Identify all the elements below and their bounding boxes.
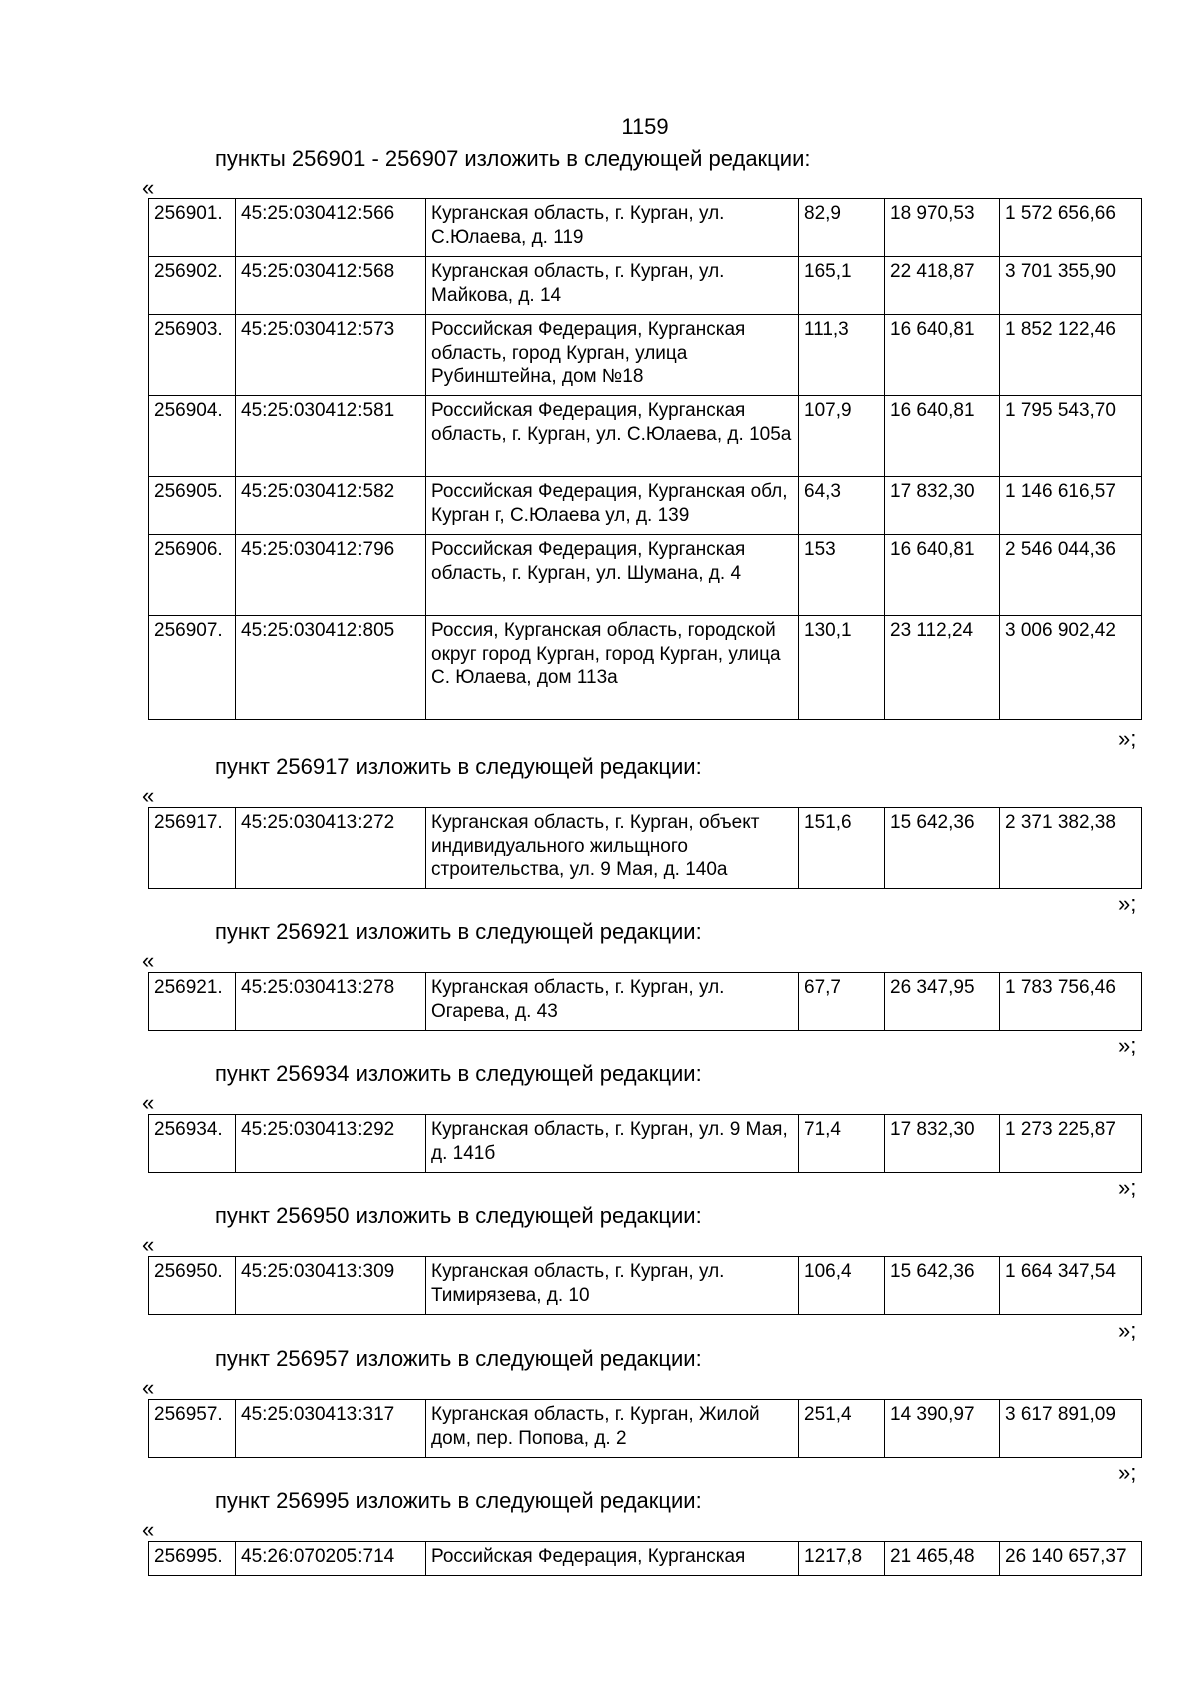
cell-area: 106,4 bbox=[799, 1257, 885, 1315]
cell-total-cost: 26 140 657,37 bbox=[1000, 1542, 1142, 1576]
cell-cadastral: 45:25:030413:292 bbox=[236, 1115, 426, 1173]
cell-cadastral: 45:25:030412:582 bbox=[236, 477, 426, 535]
quote-close: »; bbox=[1118, 1033, 1137, 1058]
section-heading: пункт 256995 изложить в следующей редакции: bbox=[215, 1488, 702, 1513]
section-heading: пункт 256934 изложить в следующей редакции: bbox=[215, 1061, 702, 1086]
cell-total-cost: 2 371 382,38 bbox=[1000, 808, 1142, 889]
cell-cadastral: 45:25:030413:309 bbox=[236, 1257, 426, 1315]
cell-address: Курганская область, г. Курган, ул. Тимирязева, д. 10 bbox=[426, 1257, 799, 1315]
quote-close: »; bbox=[1118, 726, 1137, 751]
cell-unit-cost: 21 465,48 bbox=[885, 1542, 1000, 1576]
cell-number: 256921. bbox=[149, 973, 236, 1031]
cell-number: 256917. bbox=[149, 808, 236, 889]
cell-area: 111,3 bbox=[799, 315, 885, 396]
cell-address: Курганская область, г. Курган, Жилой дом, пер. Попова, д. 2 bbox=[426, 1400, 799, 1458]
cell-total-cost: 2 546 044,36 bbox=[1000, 535, 1142, 616]
table-row bbox=[149, 477, 1142, 535]
section-heading: пункт 256957 изложить в следующей редакции: bbox=[215, 1346, 702, 1371]
cell-area: 71,4 bbox=[799, 1115, 885, 1173]
cell-total-cost: 3 617 891,09 bbox=[1000, 1400, 1142, 1458]
table-row bbox=[149, 396, 1142, 477]
cell-cadastral: 45:25:030413:272 bbox=[236, 808, 426, 889]
cell-unit-cost: 16 640,81 bbox=[885, 535, 1000, 616]
cell-address: Курганская область, г. Курган, ул. 9 Мая, д. 141б bbox=[426, 1115, 799, 1173]
cell-total-cost: 3 701 355,90 bbox=[1000, 257, 1142, 315]
cell-area: 1217,8 bbox=[799, 1542, 885, 1576]
register-table bbox=[148, 198, 1142, 720]
cell-number: 256905. bbox=[149, 477, 236, 535]
cell-number: 256904. bbox=[149, 396, 236, 477]
quote-open: « bbox=[142, 1232, 155, 1257]
cell-unit-cost: 14 390,97 bbox=[885, 1400, 1000, 1458]
table-row bbox=[149, 973, 1142, 1031]
cell-total-cost: 1 146 616,57 bbox=[1000, 477, 1142, 535]
cell-cadastral: 45:25:030412:568 bbox=[236, 257, 426, 315]
register-table bbox=[148, 807, 1142, 889]
cell-cadastral: 45:25:030413:278 bbox=[236, 973, 426, 1031]
table-row bbox=[149, 199, 1142, 257]
table-row bbox=[149, 535, 1142, 616]
cell-total-cost: 1 664 347,54 bbox=[1000, 1257, 1142, 1315]
cell-address: Российская Федерация, Курганская область, город Курган, улица Рубинштейна, дом №18 bbox=[426, 315, 799, 396]
quote-open: « bbox=[142, 175, 155, 200]
cell-address: Российская Федерация, Курганская обл, Курган г, С.Юлаева ул, д. 139 bbox=[426, 477, 799, 535]
register-table bbox=[148, 972, 1142, 1031]
page-number: 1159 bbox=[621, 114, 669, 139]
cell-cadastral: 45:25:030412:566 bbox=[236, 199, 426, 257]
table-row bbox=[149, 1400, 1142, 1458]
cell-unit-cost: 17 832,30 bbox=[885, 1115, 1000, 1173]
table-row bbox=[149, 257, 1142, 315]
cell-unit-cost: 18 970,53 bbox=[885, 199, 1000, 257]
cell-address: Курганская область, г. Курган, ул. Огарева, д. 43 bbox=[426, 973, 799, 1031]
quote-open: « bbox=[142, 1090, 155, 1115]
cell-total-cost: 3 006 902,42 bbox=[1000, 616, 1142, 720]
register-table bbox=[148, 1114, 1142, 1173]
cell-area: 82,9 bbox=[799, 199, 885, 257]
table-row bbox=[149, 808, 1142, 889]
cell-number: 256903. bbox=[149, 315, 236, 396]
section-heading: пункт 256917 изложить в следующей редакции: bbox=[215, 754, 702, 779]
cell-area: 64,3 bbox=[799, 477, 885, 535]
table-row bbox=[149, 616, 1142, 720]
quote-close: »; bbox=[1118, 891, 1137, 916]
cell-cadastral: 45:25:030412:581 bbox=[236, 396, 426, 477]
cell-cadastral: 45:25:030412:805 bbox=[236, 616, 426, 720]
quote-open: « bbox=[142, 948, 155, 973]
cell-cadastral: 45:25:030413:317 bbox=[236, 1400, 426, 1458]
cell-area: 107,9 bbox=[799, 396, 885, 477]
cell-area: 151,6 bbox=[799, 808, 885, 889]
quote-open: « bbox=[142, 1375, 155, 1400]
cell-total-cost: 1 783 756,46 bbox=[1000, 973, 1142, 1031]
cell-address: Российская Федерация, Курганская область, г. Курган, ул. С.Юлаева, д. 105а bbox=[426, 396, 799, 477]
cell-total-cost: 1 852 122,46 bbox=[1000, 315, 1142, 396]
cell-unit-cost: 23 112,24 bbox=[885, 616, 1000, 720]
cell-area: 251,4 bbox=[799, 1400, 885, 1458]
cell-number: 256907. bbox=[149, 616, 236, 720]
cell-number: 256957. bbox=[149, 1400, 236, 1458]
cell-unit-cost: 26 347,95 bbox=[885, 973, 1000, 1031]
cell-unit-cost: 15 642,36 bbox=[885, 1257, 1000, 1315]
quote-open: « bbox=[142, 1517, 155, 1542]
cell-address: Россия, Курганская область, городской округ город Курган, город Курган, улица С. Юлаева, дом 113а bbox=[426, 616, 799, 720]
cell-area: 67,7 bbox=[799, 973, 885, 1031]
section-heading: пункт 256921 изложить в следующей редакции: bbox=[215, 919, 702, 944]
table-row bbox=[149, 1257, 1142, 1315]
cell-total-cost: 1 273 225,87 bbox=[1000, 1115, 1142, 1173]
cell-number: 256901. bbox=[149, 199, 236, 257]
cell-cadastral: 45:25:030412:796 bbox=[236, 535, 426, 616]
section-heading: пункты 256901 - 256907 изложить в следующей редакции: bbox=[215, 146, 811, 171]
section-heading: пункт 256950 изложить в следующей редакции: bbox=[215, 1203, 702, 1228]
quote-close: »; bbox=[1118, 1460, 1137, 1485]
table-row bbox=[149, 1542, 1142, 1576]
cell-number: 256934. bbox=[149, 1115, 236, 1173]
register-table bbox=[148, 1541, 1142, 1576]
cell-cadastral: 45:25:030412:573 bbox=[236, 315, 426, 396]
register-table bbox=[148, 1399, 1142, 1458]
cell-unit-cost: 15 642,36 bbox=[885, 808, 1000, 889]
cell-area: 130,1 bbox=[799, 616, 885, 720]
cell-unit-cost: 16 640,81 bbox=[885, 315, 1000, 396]
cell-address: Курганская область, г. Курган, объект индивидуального жильщного строительства, ул. 9 Мая, д. 140а bbox=[426, 808, 799, 889]
cell-total-cost: 1 572 656,66 bbox=[1000, 199, 1142, 257]
quote-open: « bbox=[142, 783, 155, 808]
cell-unit-cost: 22 418,87 bbox=[885, 257, 1000, 315]
cell-unit-cost: 16 640,81 bbox=[885, 396, 1000, 477]
cell-unit-cost: 17 832,30 bbox=[885, 477, 1000, 535]
cell-address: Российская Федерация, Курганская область, г. Курган, ул. Шумана, д. 4 bbox=[426, 535, 799, 616]
cell-number: 256995. bbox=[149, 1542, 236, 1576]
table-row bbox=[149, 315, 1142, 396]
cell-cadastral: 45:26:070205:714 bbox=[236, 1542, 426, 1576]
cell-number: 256906. bbox=[149, 535, 236, 616]
quote-close: »; bbox=[1118, 1175, 1137, 1200]
cell-address: Курганская область, г. Курган, ул. С.Юлаева, д. 119 bbox=[426, 199, 799, 257]
cell-address: Российская Федерация, Курганская bbox=[426, 1542, 799, 1576]
cell-number: 256902. bbox=[149, 257, 236, 315]
register-table bbox=[148, 1256, 1142, 1315]
table-row bbox=[149, 1115, 1142, 1173]
cell-number: 256950. bbox=[149, 1257, 236, 1315]
cell-total-cost: 1 795 543,70 bbox=[1000, 396, 1142, 477]
quote-close: »; bbox=[1118, 1318, 1137, 1343]
cell-area: 165,1 bbox=[799, 257, 885, 315]
cell-area: 153 bbox=[799, 535, 885, 616]
cell-address: Курганская область, г. Курган, ул. Майкова, д. 14 bbox=[426, 257, 799, 315]
